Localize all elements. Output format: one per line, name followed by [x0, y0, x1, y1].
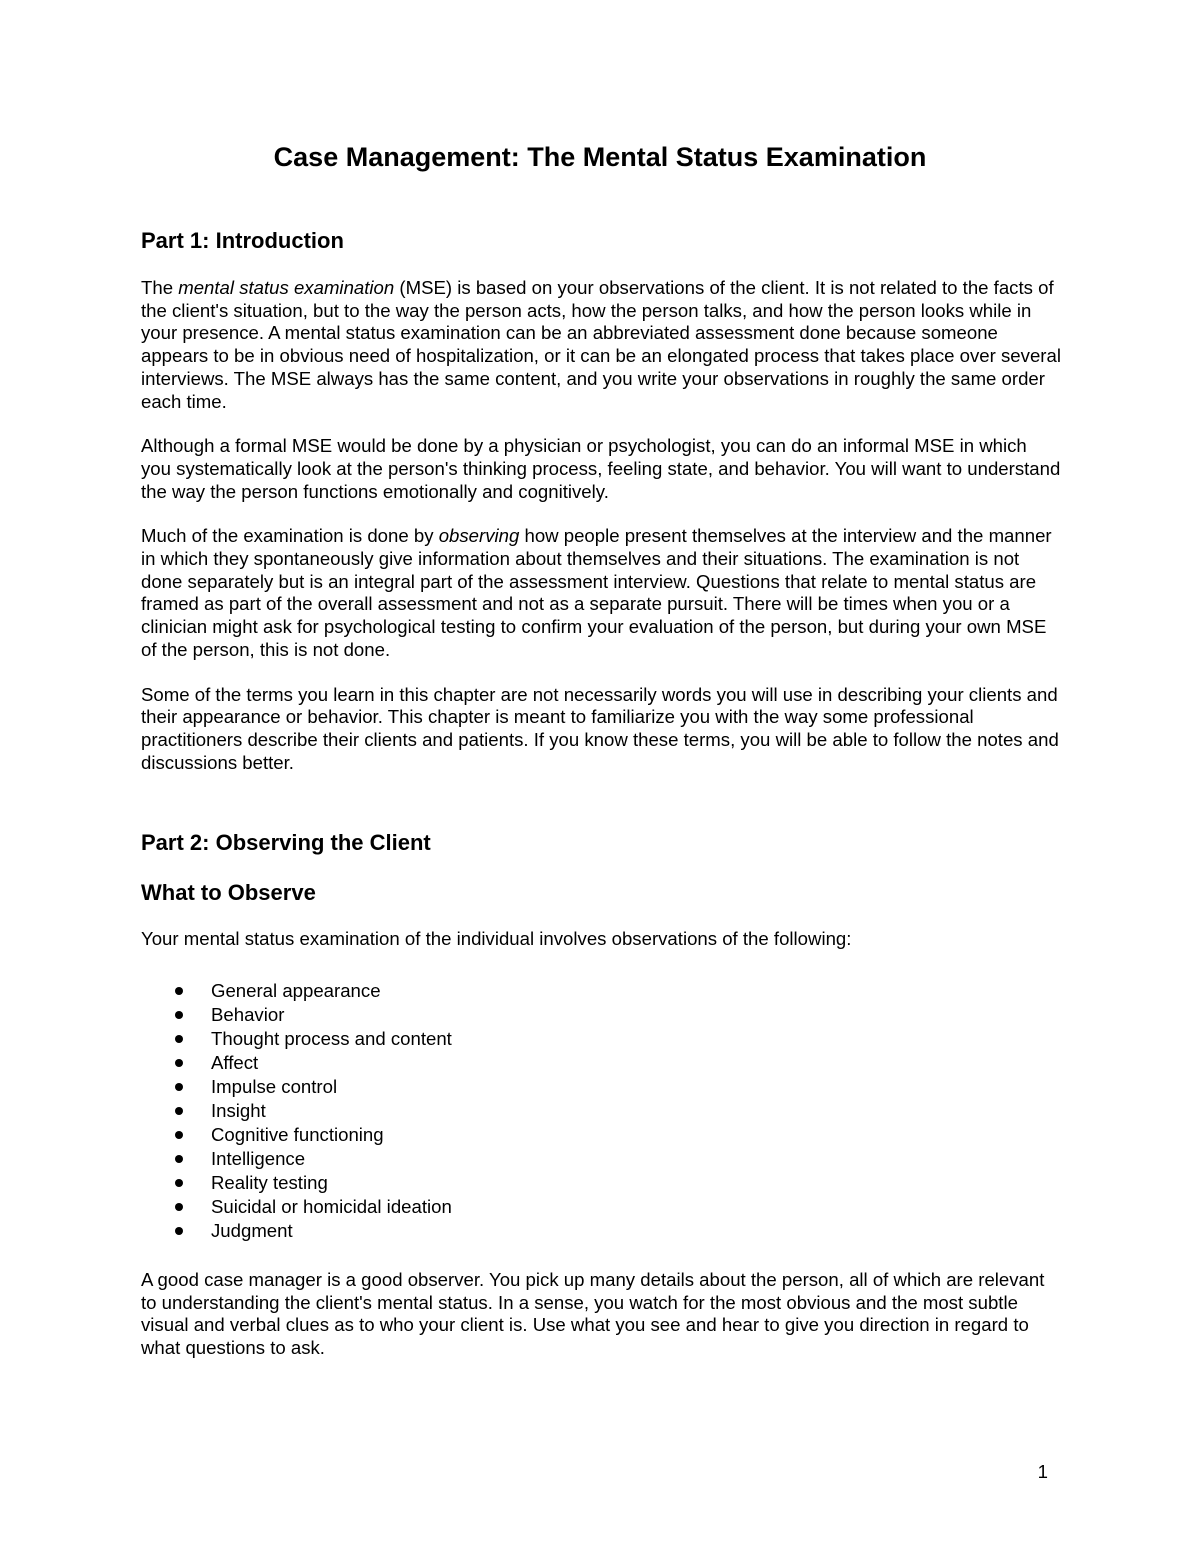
bullet-icon [175, 1059, 183, 1067]
list-item [141, 1147, 1061, 1171]
list-item [141, 1195, 1061, 1219]
bullet-icon [175, 1227, 183, 1235]
list-item-label: Affect [211, 1052, 259, 1074]
list-item [141, 1099, 1061, 1123]
list-item-label: Thought process and content [211, 1028, 452, 1050]
list-item-label: Reality testing [211, 1172, 328, 1194]
bullet-icon [175, 1131, 183, 1139]
list-item-label: Behavior [211, 1004, 285, 1026]
page-number: 1 [1037, 1461, 1048, 1482]
intro-italic-term: mental status examination [178, 277, 395, 298]
closing-paragraph: A good case manager is a good observer. You pick up many details about the person, all of which are relevant to understanding the client's mental status. In a sense, you watch for the most obvious and the most subtle visual and verbal clues as to who your client is. Use what you see and hear to give you direction in regard to what questions to ask. [141, 1269, 1045, 1359]
observation-text-start: Much of the examination is done by [141, 525, 439, 547]
bullet-icon [175, 1083, 183, 1091]
list-item [141, 1123, 1061, 1147]
what-to-observe-heading: What to Observe [141, 880, 316, 906]
part2-heading: Part 2: Observing the Client [141, 830, 431, 856]
list-item-label: Suicidal or homicidal ideation [211, 1196, 452, 1218]
list-intro-paragraph: Your mental status examination of the individual involves observations of the following: [141, 928, 852, 950]
list-item-label: Impulse control [211, 1076, 338, 1098]
bullet-icon [175, 1011, 183, 1019]
intro-paragraph [141, 277, 1061, 413]
list-item [141, 1027, 1061, 1051]
part1-heading: Part 1: Introduction [141, 228, 344, 253]
list-item [141, 1075, 1061, 1099]
list-item-label: Judgment [211, 1220, 293, 1242]
list-item [141, 1051, 1061, 1075]
list-item-label: Cognitive functioning [211, 1124, 384, 1146]
list-item-label: Intelligence [211, 1148, 306, 1170]
bullet-icon [175, 1155, 183, 1163]
observation-italic-term: observing [438, 525, 520, 547]
list-item [141, 1171, 1061, 1195]
bullet-icon [175, 1035, 183, 1043]
observation-paragraph [141, 525, 1061, 661]
observation-text-rest: how people present themselves at the interview and the manner in which they spontaneously give information about themselves and their situations. The examination is not done separately but is an integral part of the assessment interview. Questions that relate to mental status are framed as part of the overall assessment and not as a separate pursuit. There will be times when you or a clinician might ask for psychological testing to confirm your evaluation of the person, but during your own MSE of the person, this is not done. [141, 525, 1052, 660]
document-body [141, 226, 1061, 1360]
list-item [141, 1003, 1061, 1027]
list-item [141, 1219, 1061, 1243]
bullet-icon [175, 987, 183, 995]
bullet-icon [175, 1107, 183, 1115]
list-item-label: General appearance [211, 980, 381, 1002]
bullet-icon [175, 1203, 183, 1211]
list-item-label: Insight [211, 1100, 266, 1122]
document-title: Case Management: The Mental Status Examination [273, 142, 927, 172]
intro-text-start: The [141, 277, 179, 298]
formal-mse-paragraph: Although a formal MSE would be done by a physician or psychologist, you can do an informal MSE in which you systematically look at the person's thinking process, feeling state, and behavior. You will want to understand the way the person functions emotionally and cognitively. [141, 435, 1061, 502]
list-item [141, 979, 1061, 1003]
observation-list [141, 979, 1061, 1243]
bullet-icon [175, 1179, 183, 1187]
intro-text-rest: (MSE) is based on your observations of the client. It is not related to the facts of the client's situation, but to the way the person acts, how the person talks, and how the person looks while in your presence. A mental status examination can be an abbreviated assessment done because someone appears to be in obvious need of hospitalization, or it can be an elongated process that takes place over several interviews. The MSE always has the same content, and you write your observations in roughly the same order each time. [141, 277, 1061, 412]
terms-paragraph: Some of the terms you learn in this chapter are not necessarily words you will use in describing your clients and their appearance or behavior. This chapter is meant to familiarize you with the way some professional practitioners describe their clients and patients. If you know these terms, you will be able to follow the notes and discussions better. [141, 683, 1059, 773]
